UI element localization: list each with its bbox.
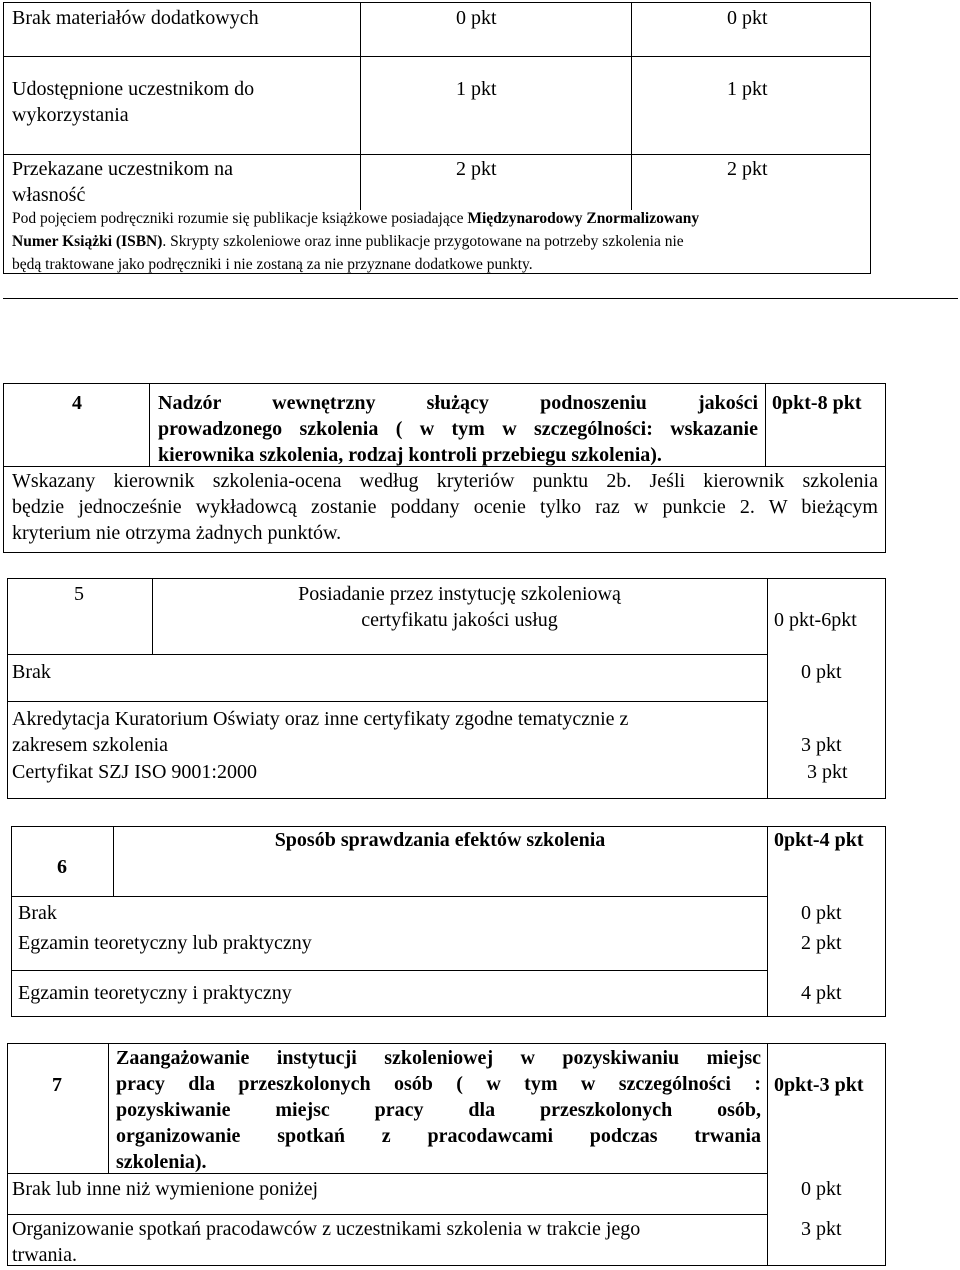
section-title-line: Nadzór wewnętrzny służący podnoszeniu jakości (158, 392, 758, 414)
row-points: 2 pkt (727, 158, 768, 180)
section-number: 4 (72, 392, 82, 414)
item-label: Brak (12, 661, 51, 683)
note-text: Pod pojęciem podręczniki rozumie się publikacje książkowe posiadające (12, 210, 468, 227)
top-table-divider (631, 2, 632, 210)
section-body-line: będzie jednocześnie wykładowcą zostanie poddany ocenie tylko raz w punkcie 2. W bieżącym (12, 496, 878, 518)
section-title-line: prowadzonego szkolenia ( w tym w szczególności: wskazanie (158, 418, 758, 440)
section-number: 5 (74, 583, 84, 605)
section-title-line: szkolenia). (116, 1151, 207, 1173)
section-number: 7 (52, 1074, 62, 1096)
item-points: 3 pkt (801, 1218, 842, 1240)
section-divider (11, 970, 767, 971)
section-points: 0pkt-4 pkt (774, 829, 864, 851)
section-points: 0 pkt-6pkt (774, 609, 857, 631)
item-label: Akredytacja Kuratorium Oświaty oraz inne certyfikaty zgodne tematycznie z (12, 708, 629, 730)
section-divider (11, 896, 767, 897)
section-title-line: pracy dla przeszkolonych osób ( w tym w szczególności : (116, 1073, 761, 1095)
item-label: Egzamin teoretyczny lub praktyczny (18, 932, 312, 954)
separator-rule (3, 298, 958, 299)
section-title-line: pozyskiwanie miejsc pracy dla przeszkolonych osób, (116, 1099, 761, 1121)
row-label: Przekazane uczestnikom na (12, 158, 234, 180)
section-number: 6 (57, 856, 67, 878)
item-label: trwania. (12, 1244, 77, 1266)
row-label: wykorzystania (12, 104, 129, 126)
section-divider (7, 654, 767, 655)
section-body-line: Wskazany kierownik szkolenia-ocena według kryteriów punktu 2b. Jeśli kierownik szkolenia (12, 470, 878, 492)
section-body-line: kryterium nie otrzyma żadnych punktów. (12, 522, 342, 544)
section-title-line: Posiadanie przez instytucję szkoleniową (298, 583, 621, 605)
row-label: Udostępnione uczestnikom do (12, 78, 255, 100)
item-label: zakresem szkolenia (12, 734, 169, 756)
section-divider (108, 1043, 109, 1173)
section-title-line: Zaangażowanie instytucji szkoleniowej w pozyskiwaniu miejsc (116, 1047, 761, 1069)
row-points: 2 pkt (456, 158, 497, 180)
item-label: Egzamin teoretyczny i praktyczny (18, 982, 292, 1004)
section-divider (767, 826, 768, 1017)
note-line: będą traktowane jako podręczniki i nie zostaną za nie przyznane dodatkowe punkty. (12, 256, 533, 273)
item-points: 0 pkt (801, 661, 842, 683)
row-points: 0 pkt (456, 7, 497, 29)
row-label: własność (12, 184, 86, 206)
note-line (12, 207, 699, 230)
section-divider (7, 1214, 767, 1215)
item-label: Brak lub inne niż wymienione poniżej (12, 1178, 319, 1200)
section-points: 0pkt-8 pkt (772, 392, 862, 414)
section-title-line: certyfikatu jakości usług (361, 609, 558, 631)
item-label: Certyfikat SZJ ISO 9001:2000 (12, 761, 257, 783)
item-label: Organizowanie spotkań pracodawców z uczestnikami szkolenia w trakcie jego (12, 1218, 641, 1240)
item-points: 0 pkt (801, 1178, 842, 1200)
section-title-line: organizowanie spotkań z pracodawcami podczas trwania (116, 1125, 761, 1147)
item-label: Brak (18, 902, 57, 924)
note-text: . Skrypty szkoleniowe oraz inne publikacje przygotowane na potrzeby szkolenia nie (162, 233, 684, 250)
section-divider (765, 383, 766, 466)
item-points: 2 pkt (801, 932, 842, 954)
row-label: Brak materiałów dodatkowych (12, 7, 259, 29)
item-points: 3 pkt (801, 734, 842, 756)
top-table-divider (3, 56, 871, 57)
note-bold: Międzynarodowy Znormalizowany (467, 210, 700, 227)
section-points: 0pkt-3 pkt (774, 1074, 864, 1096)
row-points: 1 pkt (727, 78, 768, 100)
row-points: 0 pkt (727, 7, 768, 29)
item-points: 4 pkt (801, 982, 842, 1004)
section-title-line: kierownika szkolenia, rodzaj kontroli przebiegu szkolenia). (158, 444, 662, 466)
section-divider (149, 383, 150, 466)
section-title: Sposób sprawdzania efektów szkolenia (274, 829, 606, 851)
note-bold: Numer Książki (ISBN) (12, 233, 163, 250)
item-points: 3 pkt (807, 761, 848, 783)
top-table-divider (3, 154, 871, 155)
row-points: 1 pkt (456, 78, 497, 100)
note-line (12, 230, 684, 253)
section-divider (767, 1043, 768, 1266)
top-table-divider (360, 2, 361, 210)
item-points: 0 pkt (801, 902, 842, 924)
section-divider (7, 701, 767, 702)
section-divider (767, 578, 768, 799)
